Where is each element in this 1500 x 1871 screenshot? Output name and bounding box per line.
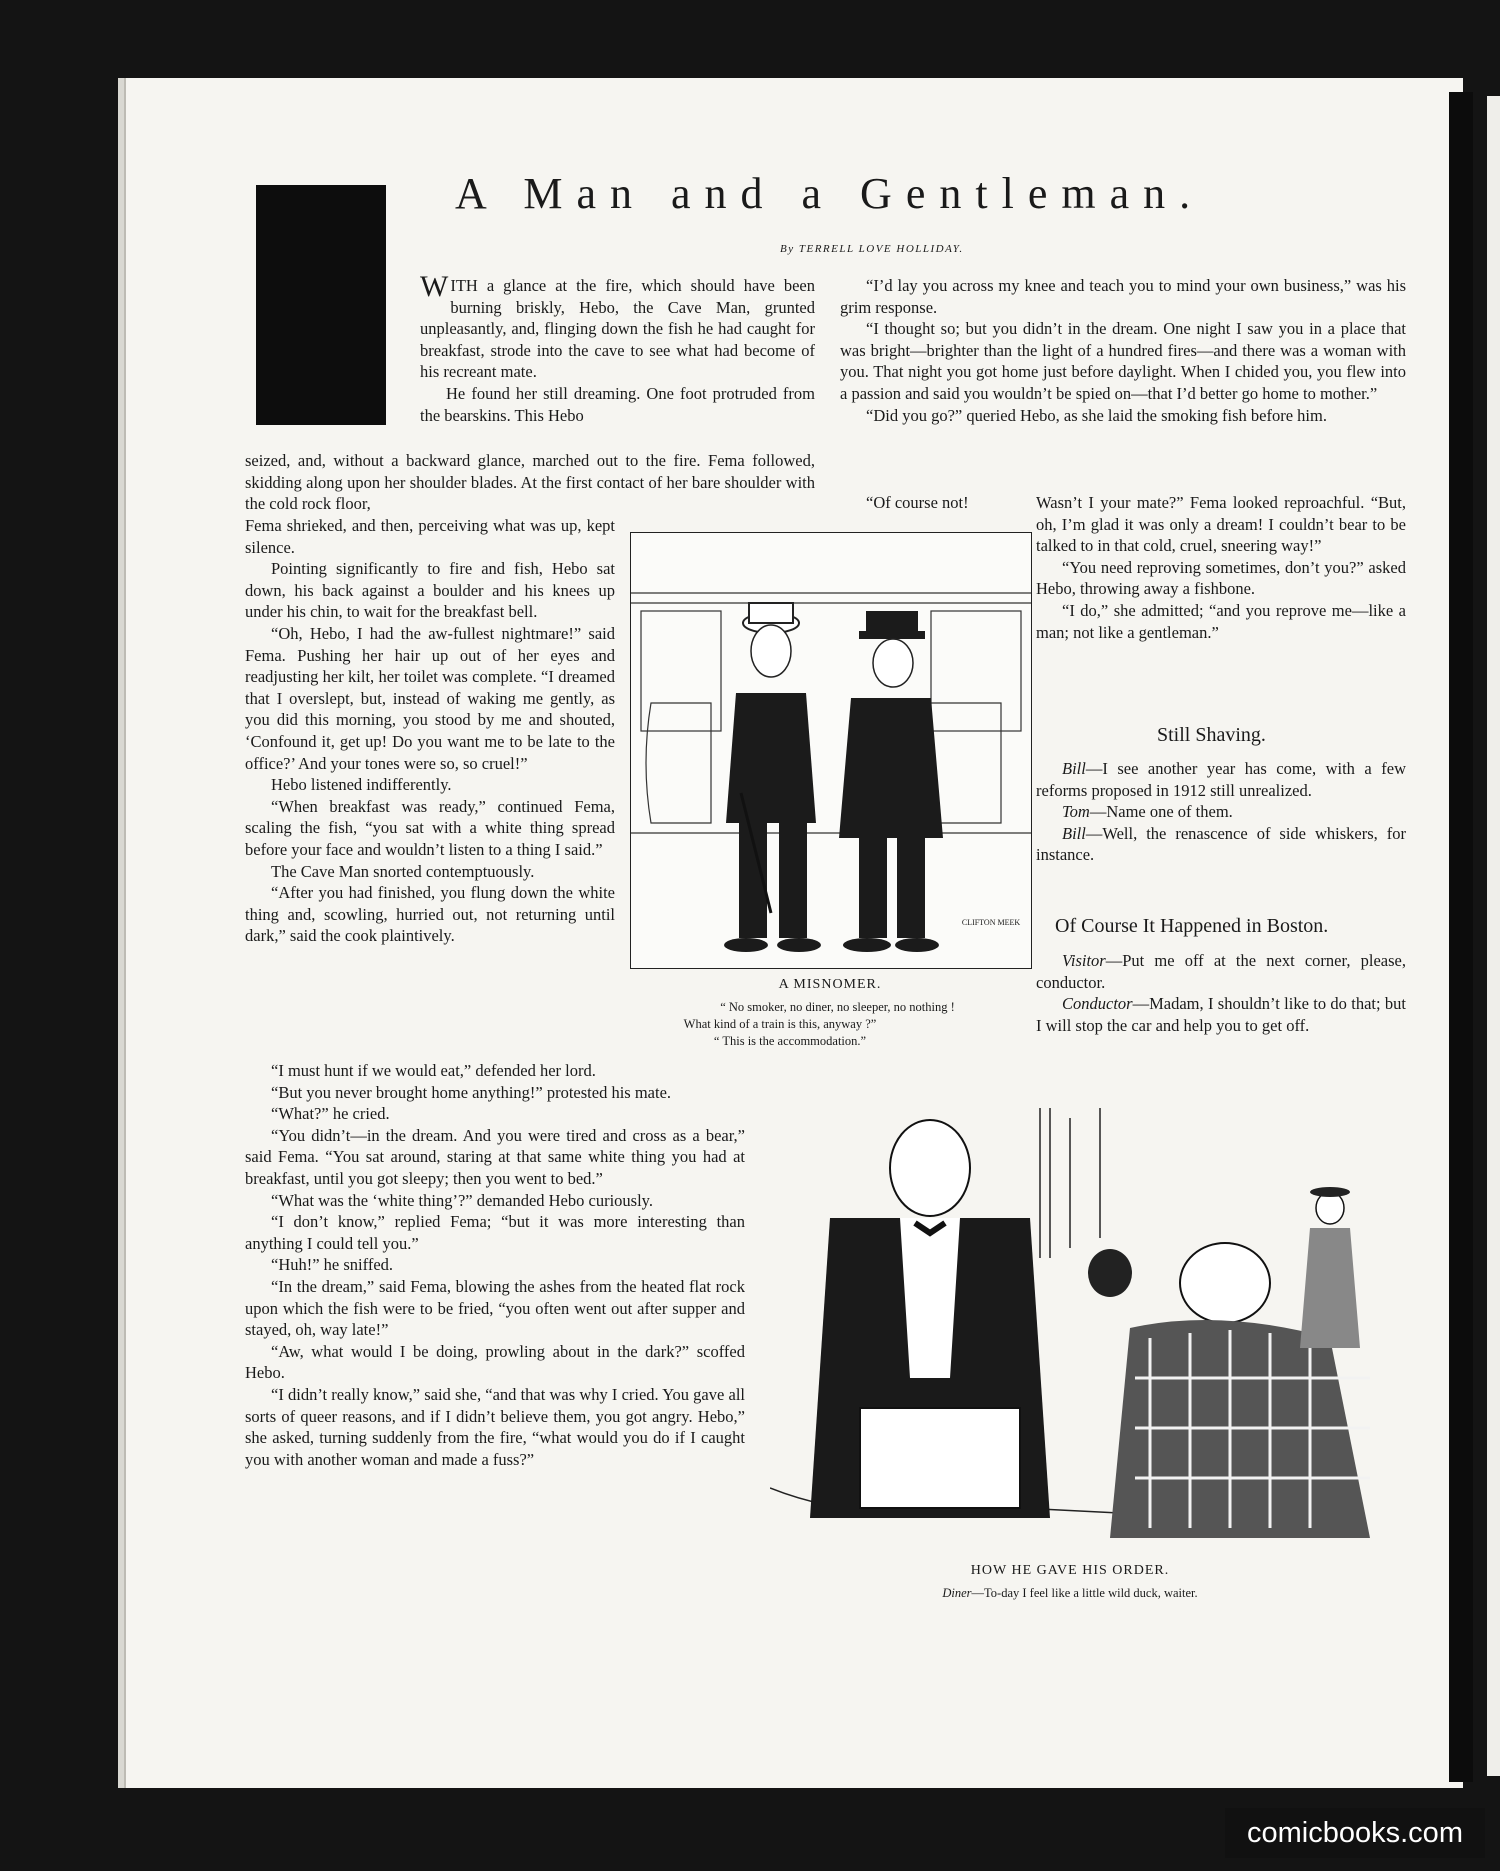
paragraph: “What?” he cried. <box>271 1104 390 1124</box>
joke-heading: Of Course It Happened in Boston. <box>1055 915 1329 937</box>
cartoon-illustration <box>630 532 1032 969</box>
joke-body: Visitor—Put me off at the next corner, please, conductor. Conductor—Madam, I shouldn’t like to do that; but I will stop the car and help you to get off. <box>1036 951 1406 1035</box>
cartoon-caption-line: Diner—To-day I feel like a little wild duck, waiter. <box>942 1586 1198 1600</box>
right-column-narrow <box>1036 492 1406 643</box>
left-column-top <box>420 270 815 426</box>
joke-body: Bill—I see another year has come, with a few reforms proposed in 1912 still unrealized. Tom—Name one of them. Bill—Well, the renascence of side whiskers, for instance. <box>1036 759 1406 865</box>
train-cartoon-drawing <box>631 533 1031 968</box>
right-column-split: “Of course not! <box>866 493 969 512</box>
paragraph: He found her still dreaming. One foot protruded from the bearskins. This Hebo <box>420 383 815 425</box>
paragraph: “After you had finished, you flung down the white thing and, scowling, hurried out, not returning until dark,” said the cook plaintively. <box>245 883 615 946</box>
paragraph: Fema shrieked, and then, perceiving what was up, kept silence. <box>245 516 615 557</box>
cartoon-caption-line: What kind of a train is this, anyway ?” <box>683 1017 877 1031</box>
paragraph: “I thought so; but you didn’t in the dream. One night I saw you in a place that was bright—brighter than the light of a hundred fires—and there was a woman with you. That night you got home just before daylight. When I chided you, you flew into a passion and said you wouldn’t be spied on—that I’d better go home to mother.” <box>840 319 1406 403</box>
paragraph: “You need reproving sometimes, don’t you?” asked Hebo, throwing away a fishbone. <box>1036 557 1406 599</box>
paragraph: “You didn’t—in the dream. And you were tired and cross as a bear,” said Fema. “You sat around, staring at that same white thing you had at breakfast, until you got sleepy; then you went to bed.” <box>245 1125 745 1188</box>
paragraph: “When breakfast was ready,” continued Fema, scaling the fish, “you sat with a white thing spread before your face and wouldn’t listen to a thing I said.” <box>245 796 615 859</box>
paragraph: “Oh, Hebo, I had the aw-fullest nightmare!” said Fema. Pushing her hair up out of her eyes and readjusting her kilt, her toilet was complete. “I dreamed that I overslept, but, instead of waking me gently, as you did this morning, you stood by me and shouted, ‘Confound it, get up! Do you want me to be late to the office?’ And your tones were so, so cruel!” <box>245 623 615 773</box>
right-column-top <box>840 275 1406 426</box>
paragraph: seized, and, without a backward glance, marched out to the fire. Fema followed, skidding along upon her shoulder blades. At the first contact of her bare shoulder with the cold rock floor, <box>245 451 815 514</box>
article-byline: By TERRELL LOVE HOLLIDAY. <box>780 243 964 255</box>
left-column-wide <box>245 450 815 515</box>
cartoon-illustration <box>770 1108 1380 1548</box>
drop-cap: W <box>420 270 449 303</box>
cartoon-caption-line: “ No smoker, no diner, no sleeper, no nothing ! <box>720 1000 955 1014</box>
paragraph: Wasn’t I your mate?” Fema looked reproachful. “But, oh, I’m glad it was only a dream! I couldn’t bear to be talked to in that cold, cruel, sneering way!” <box>1036 493 1406 556</box>
paragraph: “Did you go?” queried Hebo, as she laid the smoking fish before him. <box>866 405 1327 425</box>
left-column-narrow <box>245 515 615 947</box>
left-column-bottom <box>245 1060 745 1470</box>
page-gutter <box>118 78 126 1788</box>
next-page-edge <box>1487 96 1500 1776</box>
paragraph: “I don’t know,” replied Fema; “but it was more interesting than anything I could tell you.” <box>245 1212 745 1253</box>
site-watermark: comicbooks.com <box>1225 1808 1485 1858</box>
paragraph: “Aw, what would I be doing, prowling about in the dark?” scoffed Hebo. <box>245 1341 745 1383</box>
joke-heading: Still Shaving. <box>1157 724 1266 746</box>
paragraph: “I didn’t really know,” said she, “and that was why I cried. You gave all sorts of queer reasons, and if I didn’t believe them, you got angry. Hebo,” she asked, turning suddenly from the fire, “what would you do if I caught you with another woman and made a fuss?” <box>245 1384 745 1469</box>
cartoon-caption-title: HOW HE GAVE HIS ORDER. <box>970 1563 1170 1578</box>
decorative-block <box>256 185 386 425</box>
paragraph: “In the dream,” said Fema, blowing the ashes from the heated flat rock upon which the fish were to be fried, “you often went out after supper and stayed, oh, way late!” <box>245 1276 745 1340</box>
paragraph: “But you never brought home anything!” protested his mate. <box>271 1082 672 1102</box>
paragraph: “What was the ‘white thing’?” demanded Hebo curiously. <box>271 1190 653 1210</box>
opening-paragraph: WITH a glance at the fire, which should have been burning briskly, Hebo, the Cave Man, grunted unpleasantly, and, flinging down the fish he had caught for breakfast, strode into the cave to see what had become of his recreant mate. <box>420 270 815 382</box>
cartoon-caption-line: “ This is the accommodation.” <box>713 1034 867 1048</box>
paragraph: “Huh!” he sniffed. <box>271 1255 394 1275</box>
cartoon-caption-title: A MISNOMER. <box>778 977 882 992</box>
paragraph: “I do,” she admitted; “and you reprove me—like a man; not like a gentleman.” <box>1036 600 1406 642</box>
restaurant-cartoon-drawing <box>770 1108 1380 1548</box>
paragraph: “I’d lay you across my knee and teach you to mind your own business,” was his grim response. <box>840 276 1406 317</box>
article-title: A Man and a Gentleman. <box>455 169 1205 218</box>
cartoon-signature: CLIFTON MEEK <box>961 918 1021 927</box>
paragraph: Hebo listened indifferently. <box>271 775 452 795</box>
paragraph: “I must hunt if we would eat,” defended her lord. <box>271 1061 596 1080</box>
paragraph: The Cave Man snorted contemptuously. <box>271 861 535 881</box>
page-binding-shadow <box>1449 92 1473 1782</box>
paragraph: Pointing significantly to fire and fish, Hebo sat down, his back against a boulder and his knees up under his chin, to wait for the breakfast bell. <box>245 559 615 622</box>
